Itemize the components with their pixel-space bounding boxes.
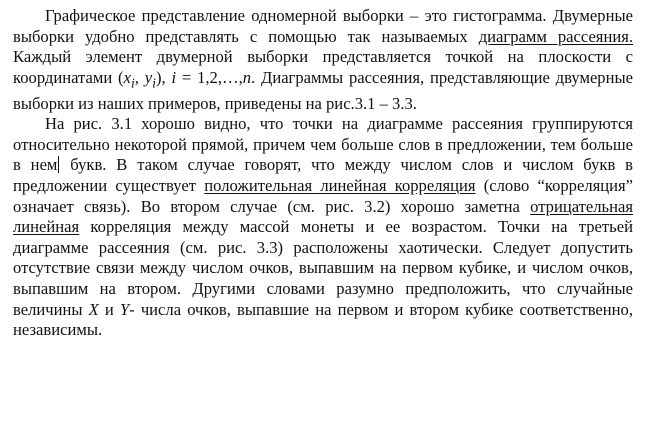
text-segment: корреляция между массой монеты и ее возрастом. Точки на третьей диаграмме рассеяния (см. рис. 3.3) расположены хаотически. Следует допустить отсутствие связи между числом очков, выпавшим на первом кубике, и числом очков, выпавшим на втором. Другими словами разумно предположить, что случайные величины [13,217,633,319]
var-i: i [171,67,177,87]
var-Y: Y [119,299,130,319]
term-negative-linear: отрицательная линейная [13,196,633,237]
document-body [13,6,633,341]
term-positive-correlation: положительная линейная корреляция [204,176,476,196]
text-segment: (слово “корреляция” означает связь). Во втором случае (см. рис. 3.2) хорошо заметна [13,176,634,216]
text-segment: и [98,299,120,319]
var-y: y [144,67,153,87]
sub-i: i [152,75,156,91]
term-scatter-diagrams: диаграмм рассеяния. [478,26,633,46]
sub-i: i [130,75,135,91]
text-segment: Графическое представление одномерной выборки – это гистограмма. Двумерные выборки удобно представлять с помощью так называемых [13,6,633,46]
text-segment: . Диаграммы рассеяния, представляющие двумерные выборки из наших примеров, приведены на рис.3.1 – 3.3. [13,67,634,113]
text-segment: ), [155,67,172,87]
text-segment: = 1,2,…, [176,67,243,87]
var-X: X [88,299,99,319]
text-segment: На рис. 3.1 хорошо видно, что точки на диаграмме рассеяния группируются относительно некоторой прямой, причем чем больше слов в предложении, тем больше в нем [13,114,633,175]
paragraph-scatter-definition [13,6,633,114]
var-n: n [242,67,252,87]
text-segment: , [134,67,145,87]
text-segment: букв. В таком случае говорят, что между числом слов и числом букв в предложении существует [13,155,633,196]
paragraph-correlation [13,114,633,341]
var-x: x [123,67,131,87]
text-segment: - числа очков, выпавшие на первом и втором кубике соответственно, независимы. [13,299,633,340]
text-segment: Каждый элемент двумерной выборки представляется точкой на плоскости с координатами ( [13,47,633,87]
